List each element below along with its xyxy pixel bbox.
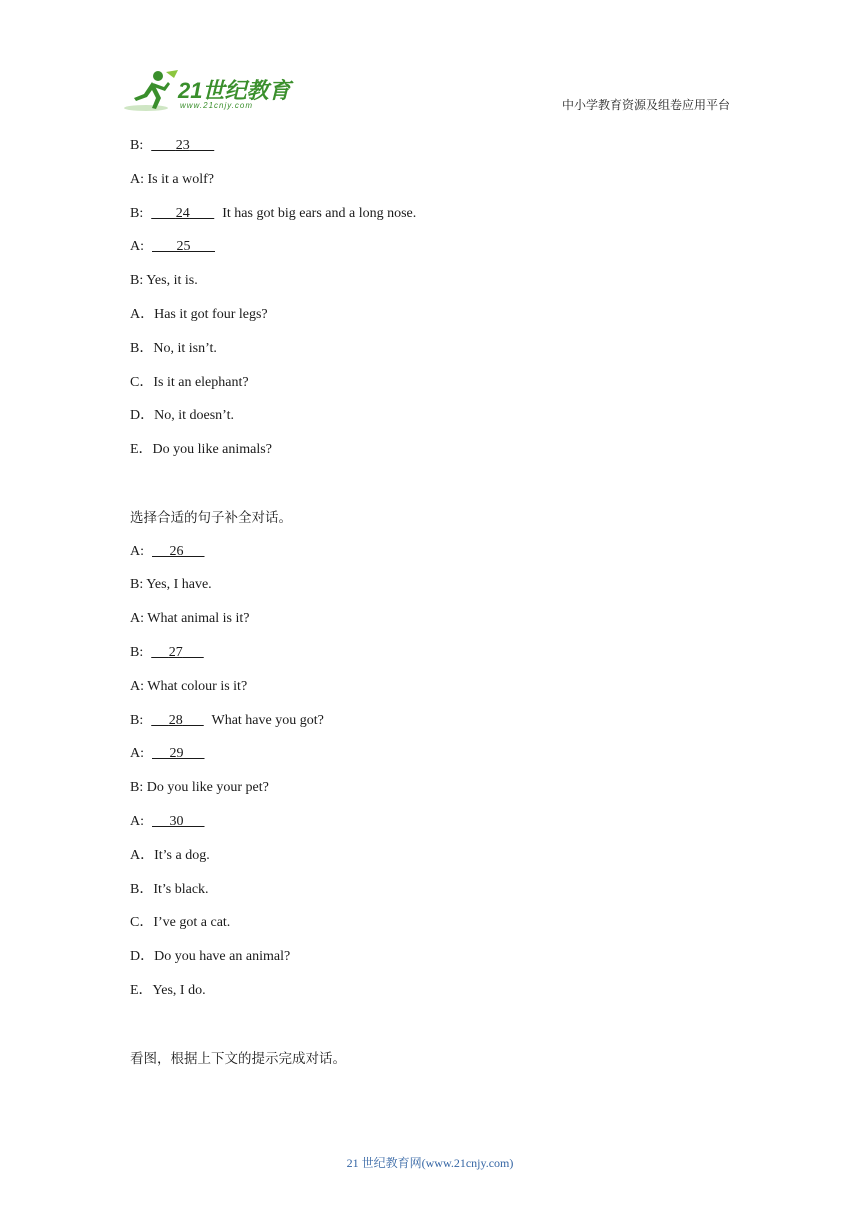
dialogue-line: B: Yes, it is. [130,273,198,289]
answer-blank: 30 [169,813,184,829]
section-instruction: 看图，根据上下文的提示完成对话。 [130,1050,346,1067]
option-item: C．Is it an elephant? [130,374,249,390]
answer-blank: 26 [169,543,184,559]
dialogue-line: B: 28 What have you got? [130,711,750,745]
header-platform-text: 中小学教育资源及组卷应用平台 [561,98,730,112]
answer-blank: 23 [175,138,190,153]
dialogue-line: A: 26 [130,542,750,576]
dialogue-line: A: What animal is it? [130,611,250,627]
section-instruction: 选择合适的句子补全对话。 [130,509,292,526]
dialogue-line: B: 24 It has got big ears and a long nose. [130,204,750,238]
answer-blank: 25 [176,239,191,255]
dialogue-line: A: Is it a wolf? [130,171,214,187]
dialogue-line: A: What colour is it? [130,678,248,694]
option-item: A．Has it got four legs? [130,306,268,322]
dialogue-line: A: 25 [130,237,750,271]
answer-blank: 28 [168,712,183,728]
option-item: B．No, it isn’t. [130,340,217,356]
answer-blank: 24 [175,205,190,221]
option-item: C．I’ve got a cat. [130,915,231,931]
logo-subtext: www.21cnjy.com [180,101,253,110]
dialogue-line: B: Do you like your pet? [130,780,269,796]
dialogue-line: A: 29 [130,744,750,778]
answer-blank: 29 [169,746,184,762]
option-item: D．No, it doesn’t. [130,408,234,424]
dialogue-line: B: 23 [130,136,750,170]
dialogue-line: A: 30 [130,812,750,846]
option-item: B．It’s black. [130,881,209,897]
answer-blank: 27 [168,644,183,660]
runner-logo-icon [122,68,182,114]
option-item: A．It’s a dog. [130,847,210,863]
logo-text: 21世纪教育 [178,78,291,103]
option-item: E．Do you like animals? [130,442,272,458]
page-header [0,0,860,130]
document-body [130,136,750,1082]
page-footer: 21 世纪教育网(www.21cnjy.com) [346,1156,514,1170]
dialogue-line: B: Yes, I have. [130,577,212,593]
option-item: E．Yes, I do. [130,982,206,998]
option-item: D．Do you have an animal? [130,949,291,965]
logo [122,68,292,114]
dialogue-line: B: 27 [130,643,750,677]
